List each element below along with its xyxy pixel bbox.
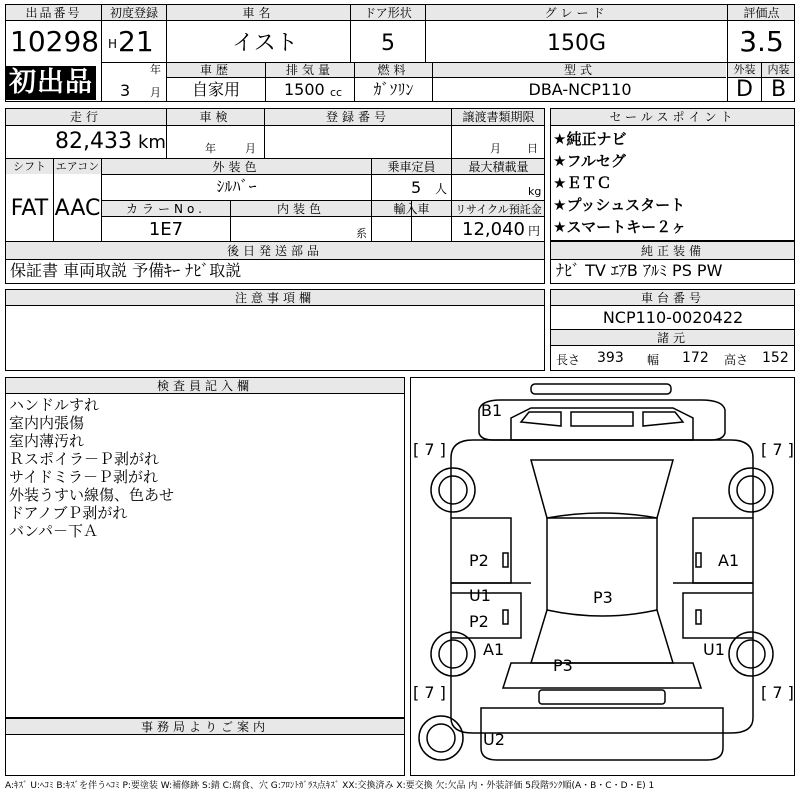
lot-number: 10298 (10, 25, 100, 58)
width-label: 幅 (647, 353, 660, 367)
inspector-notes (9, 396, 174, 540)
transfer-deadline-label: 譲渡書類期限 (462, 110, 535, 124)
month-unit: 月 (150, 86, 161, 99)
displacement-label: 排気量 (285, 63, 334, 77)
damage-mark: U1 (703, 640, 725, 659)
sales-points-label: セールスポイント (609, 110, 737, 124)
transfer-month-unit: 月 (490, 142, 501, 155)
damage-mark: U2 (483, 730, 505, 749)
aircon-label: エアコン (55, 160, 100, 173)
damage-mark: P3 (593, 588, 613, 607)
registration-number-label: 登録番号 (325, 110, 390, 124)
color-number: 1E7 (148, 219, 184, 240)
inspector-note: 室内内張傷 (9, 414, 85, 432)
mileage-unit: km (138, 132, 166, 153)
length-label: 長さ (556, 353, 581, 367)
recycle-fee-label: リサイクル預託金 (455, 203, 542, 216)
max-load-unit: kg (528, 185, 542, 198)
caution-label: 注意事項欄 (234, 291, 315, 305)
legend: A:ｷｽﾞ U:ﾍｺﾐ B:ｷｽﾞを伴うﾍｺﾐ P:要塗装 W:補修跡 S:錆 C:腐食、穴 G:ﾌﾛﾝﾄｶﾞﾗｽ点ｷｽﾞ XX:交換済み X:要交換 欠:欠品 内・外装評価 5段階ﾗﾝｸ順(A・B・C・D・E) 1 (5, 781, 655, 791)
damage-mark: P3 (553, 656, 573, 675)
capacity-unit: 人 (435, 182, 448, 196)
score-label: 評価点 (743, 6, 780, 20)
interior-color-unit: 系 (356, 227, 367, 240)
car-outline-drawing (411, 378, 794, 775)
door-count: 5 (381, 31, 395, 56)
recycle-fee: 12,040 (462, 219, 525, 240)
damage-mark: P2 (469, 612, 489, 631)
length: 393 (597, 350, 624, 366)
chassis-number-label: 車台番号 (640, 291, 705, 305)
fuel: ｶﾞｿﾘﾝ (373, 80, 414, 99)
history-label: 車歴 (199, 63, 232, 77)
exterior-color-label: 外装色 (212, 160, 261, 174)
inspection-year-unit: 年 (205, 142, 216, 155)
transfer-day-unit: 日 (527, 142, 538, 155)
mileage: 82,433 (55, 129, 132, 154)
inspector-note: サイドミラ－Ｐ剥がれ (9, 468, 158, 486)
model-label: 型式 (563, 63, 596, 77)
tire-tread: [ 7 ] (413, 440, 446, 459)
office-label: 事務局よりご案内 (140, 720, 269, 734)
sales-point: ★フルセグ (553, 152, 626, 170)
width: 172 (682, 350, 709, 366)
inspector-note: バンパ－下Ａ (9, 522, 98, 540)
exterior-color: ｼﾙﾊﾞｰ (216, 177, 257, 196)
sales-points-list (553, 128, 686, 238)
shift-label: シフト (13, 160, 46, 173)
aircon: AAC (54, 196, 101, 221)
registration-month: 3 (120, 81, 131, 100)
first-registration-label: 初度登録 (109, 6, 158, 20)
tire-tread: [ 7 ] (761, 683, 794, 702)
specs-label: 諸元 (656, 331, 689, 345)
max-load-label: 最大積載量 (468, 160, 529, 174)
fuel-label: 燃料 (377, 63, 410, 77)
era: H (108, 37, 118, 51)
tire-tread: [ 7 ] (761, 440, 794, 459)
shift: FAT (10, 196, 49, 221)
height: 152 (762, 350, 789, 366)
displacement: 1500 (284, 80, 325, 99)
interior-color-label: 内装色 (276, 202, 325, 216)
car-name: イスト (232, 31, 298, 56)
exterior-grade: D (736, 77, 753, 102)
mileage-label: 走行 (69, 110, 102, 124)
chassis-number: NCP110-0020422 (602, 308, 744, 327)
inspector-note: ハンドルすれ (9, 396, 100, 414)
inspector-note: 外装うすい線傷、色あせ (9, 486, 175, 504)
year-unit: 年 (150, 63, 161, 76)
damage-mark: P2 (469, 551, 489, 570)
equipment: ﾅﾋﾞ TV ｴｱB ｱﾙﾐ PS PW (556, 261, 723, 280)
sales-point: ★スマートキー２ヶ (553, 218, 687, 236)
inspector-label: 検査員記入欄 (156, 379, 253, 393)
history: 自家用 (191, 80, 240, 99)
car-diagram (410, 377, 795, 776)
inspector-note: Ｒスポイラ－Ｐ剥がれ (9, 450, 160, 468)
tire-tread: [ 7 ] (413, 683, 446, 702)
sales-point: ★ＥＴＣ (553, 174, 612, 192)
later-parts-label: 後日発送部品 (226, 244, 323, 258)
color-number-label: カラーNo. (126, 202, 206, 216)
damage-mark: B1 (481, 401, 503, 420)
model-code: DBA-NCP110 (528, 80, 632, 99)
later-parts: 保証書 車両取説 予備ｷｰ ﾅﾋﾞ取説 (10, 261, 242, 280)
damage-mark: U1 (469, 586, 491, 605)
first-listing-badge: 初出品 (6, 66, 96, 100)
inspection-month-unit: 月 (245, 142, 256, 155)
exterior-grade-label: 外装 (733, 63, 756, 76)
car-name-label: 車名 (242, 6, 275, 20)
interior-grade: B (770, 77, 787, 102)
recycle-fee-unit: 円 (528, 224, 541, 238)
sales-point: ★プッシュスタート (553, 196, 686, 214)
grade: 150G (546, 31, 607, 56)
damage-mark: A1 (483, 640, 505, 659)
door-type-label: ドア形状 (364, 6, 412, 20)
score: 3.5 (739, 25, 784, 58)
damage-mark: A1 (718, 551, 740, 570)
capacity: 5 (411, 178, 422, 197)
registration-year: 21 (118, 25, 154, 58)
displacement-unit: cc (330, 86, 343, 99)
inspection-label: 車検 (199, 110, 232, 124)
inspector-note: 室内薄汚れ (9, 432, 85, 450)
sales-point: ★純正ナビ (553, 130, 627, 148)
capacity-label: 乗車定員 (387, 160, 436, 174)
inspector-note: ドアノブＰ剥がれ (9, 504, 128, 522)
height-label: 高さ (724, 353, 749, 367)
grade-label: グレード (544, 6, 609, 20)
interior-grade-label: 内装 (767, 63, 790, 76)
lot-number-label: 出品番号 (25, 6, 82, 20)
equipment-label: 純正装備 (640, 244, 705, 258)
import-label: 輸入車 (393, 202, 430, 216)
